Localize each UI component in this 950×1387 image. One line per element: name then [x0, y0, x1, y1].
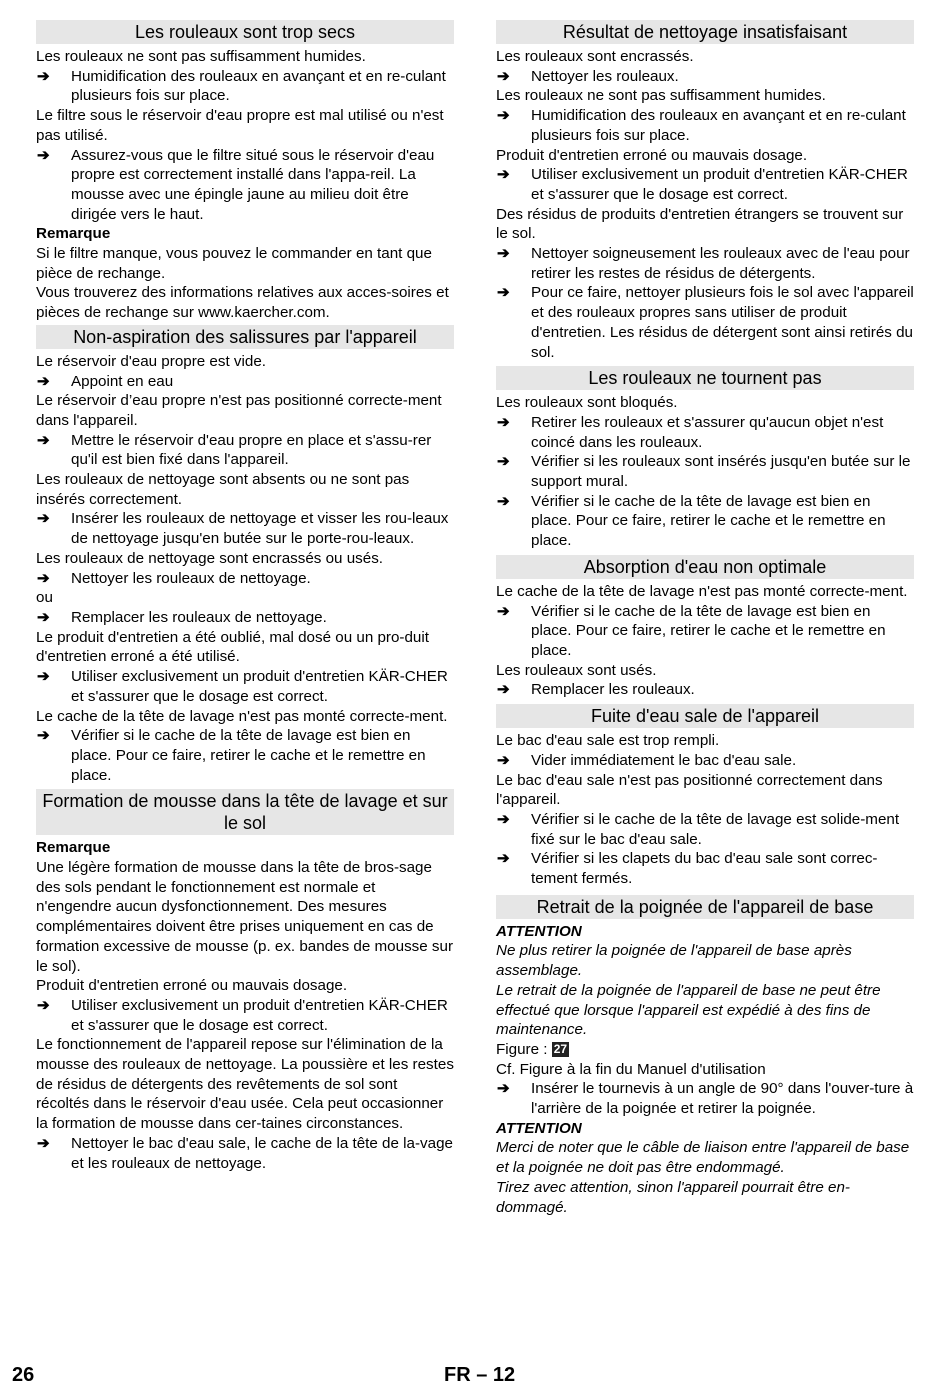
arrow-right-icon: ➔ — [37, 510, 50, 528]
cause-text: Le bac d'eau sale est trop rempli. — [496, 732, 720, 750]
arrow-right-icon: ➔ — [497, 413, 510, 431]
remedy-item: ➔ Vérifier si les clapets du bac d'eau sale sont correc-tement fermés. — [497, 850, 878, 888]
remedy-item: ➔ Utiliser exclusivement un produit d'entretien KÄR-CHER et s'assurer que le dosage est correct. — [37, 668, 448, 705]
section-heading: Les rouleaux ne tournent pas — [496, 366, 914, 390]
section-heading: Formation de mousse dans la tête de lavage et sur le sol — [36, 789, 454, 835]
arrow-right-icon: ➔ — [497, 245, 510, 263]
remedy-item: ➔ Retirer les rouleaux et s'assurer qu'aucun objet n'est coincé dans les rouleaux. — [497, 413, 884, 451]
arrow-right-icon: ➔ — [37, 996, 50, 1014]
section-heading: Les rouleaux sont trop secs — [36, 20, 454, 44]
cause-text: Les rouleaux sont usés. — [496, 661, 657, 679]
arrow-right-icon: ➔ — [497, 492, 510, 510]
note-text: Si le filtre manque, vous pouvez le commander en tant que pièce de rechange. — [36, 245, 432, 282]
remedy-item: ➔ Vérifier si le cache de la tête de lavage est solide-ment fixé sur le bac d'eau sale. — [497, 810, 900, 848]
cause-text: Le cache de la tête de lavage n'est pas monté correcte-ment. — [496, 582, 908, 600]
arrow-right-icon: ➔ — [37, 1134, 50, 1152]
remedy-item: ➔ Assurez-vous que le filtre situé sous le réservoir d'eau propre est correctement installé dans l'appa-reil. La mousse avec une épingle jaune au milieu doit être dirigée vers le haut. — [37, 146, 435, 223]
section-heading: Résultat de nettoyage insatisfaisant — [496, 20, 914, 44]
remedy-item: ➔ Humidification des rouleaux en avançant et en re-culant plusieurs fois sur place. — [37, 67, 446, 105]
arrow-right-icon: ➔ — [37, 668, 50, 686]
cause-text: Les rouleaux de nettoyage sont absents ou ne sont pas insérés correctement. — [36, 471, 410, 508]
warning-text: Ne plus retirer la poignée de l'appareil de base après assemblage. — [496, 942, 852, 980]
cause-text: Les rouleaux sont bloqués. — [496, 394, 678, 412]
arrow-right-icon: ➔ — [497, 810, 510, 828]
section-heading: Retrait de la poignée de l'appareil de base — [496, 895, 914, 919]
remedy-item: ➔ Insérer le tournevis à un angle de 90° dans l'ouver-ture à l'arrière de la poignée et retirer la poignée. — [497, 1080, 914, 1118]
cause-text: Le produit d'entretien a été oublié, mal dosé ou un pro-duit d'entretien erroné a été utilisé. — [36, 628, 429, 666]
remedy-item: ➔ Remplacer les rouleaux. — [497, 681, 695, 699]
cause-text: Les rouleaux sont encrassés. — [496, 48, 694, 65]
cause-text: Des résidus de produits d'entretien étrangers se trouvent sur le sol. — [496, 205, 904, 243]
arrow-right-icon: ➔ — [37, 727, 50, 745]
cause-text: Le réservoir d'eau propre est vide. — [36, 352, 266, 370]
remedy-item: ➔ Pour ce faire, nettoyer plusieurs fois le sol avec l'appareil et des rouleaux propres sans utiliser de produit d'entretien. Les résidus de détergent sont ainsi retirés du sol. — [497, 284, 914, 361]
figure-reference: Figure : 27 — [496, 1040, 568, 1058]
remedy-item: ➔ Nettoyer le bac d'eau sale, le cache de la tête de la-vage et les rouleaux de nettoyage. — [37, 1134, 453, 1172]
remedy-item: ➔ Appoint en eau — [37, 372, 174, 390]
cause-text: Le fonctionnement de l'appareil repose sur l'élimination de la mousse des rouleaux de nettoyage. La poussière et les restes de résidus de détergents des revêtements de sol sont récoltés dans le réservoir d'eau usée. Cela peut occasionner la formation de mousse dans cer-taines circonstances. — [36, 1036, 454, 1133]
remedy-item: ➔ Nettoyer soigneusement les rouleaux avec de l'eau pour retirer les restes de résidus de détergents. — [497, 245, 910, 282]
cause-text: Les rouleaux de nettoyage sont encrassés ou usés. — [36, 549, 384, 567]
arrow-right-icon: ➔ — [497, 751, 510, 769]
warning-text: Le retrait de la poignée de l'appareil de base ne peut être effectué que lorsque l'appareil est expédié à des fins de maintenance. — [496, 981, 881, 1039]
arrow-right-icon: ➔ — [497, 602, 510, 620]
remedy-item: ➔ Mettre le réservoir d'eau propre en place et s'assu-rer qu'il est bien fixé dans l'appareil. — [37, 431, 432, 469]
note-label: Remarque — [36, 839, 111, 857]
or-text: ou — [36, 589, 53, 607]
arrow-right-icon: ➔ — [37, 431, 50, 449]
remedy-item: ➔ Vider immédiatement le bac d'eau sale. — [497, 751, 797, 769]
remedy-item: ➔ Humidification des rouleaux en avançant et en re-culant plusieurs fois sur place. — [497, 107, 906, 144]
arrow-right-icon: ➔ — [497, 850, 510, 868]
remedy-item: ➔ Vérifier si le cache de la tête de lavage est bien en place. Pour ce faire, retirer le cache et le remettre en place. — [497, 492, 886, 550]
remedy-item: ➔ Vérifier si le cache de la tête de lavage est bien en place. Pour ce faire, retirer le cache et le remettre en place. — [37, 727, 426, 784]
note-text: Une légère formation de mousse dans la tête de bros-sage des sols pendant le fonctionnement est normale et n'engendre aucun dysfonctionnement. Des mesures complémentaires doivent être prises uniquement en cas de formation excessive de mousse (p. ex. bandes de mousse sur le sol). — [36, 859, 454, 975]
remedy-item: ➔ Nettoyer les rouleaux. — [497, 67, 679, 85]
arrow-right-icon: ➔ — [37, 569, 50, 587]
cause-text: Les rouleaux ne sont pas suffisamment humides. — [496, 87, 826, 105]
cause-text: Produit d'entretien erroné ou mauvais dosage. — [36, 977, 348, 995]
cause-text: Le bac d'eau sale n'est pas positionné correctement dans l'appareil. — [496, 771, 883, 809]
remedy-item: ➔ Insérer les rouleaux de nettoyage et visser les rou-leaux de nettoyage jusqu'en butée sur le porte-rou-leaux. — [37, 510, 449, 548]
remedy-item: ➔ Utiliser exclusivement un produit d'entretien KÄR-CHER et s'assurer que le dosage est correct. — [497, 166, 908, 203]
section-heading: Absorption d'eau non optimale — [496, 555, 914, 579]
cause-text: Le cache de la tête de lavage n'est pas monté correcte-ment. — [36, 707, 448, 725]
attention-label: ATTENTION — [496, 922, 582, 940]
arrow-right-icon: ➔ — [497, 453, 510, 471]
remedy-item: ➔ Remplacer les rouleaux de nettoyage. — [37, 608, 327, 626]
arrow-right-icon: ➔ — [497, 681, 510, 699]
remedy-item: ➔ Vérifier si les rouleaux sont insérés jusqu'en butée sur le support mural. — [497, 453, 911, 491]
page-number: 26 — [12, 1364, 35, 1386]
warning-text: Tirez avec attention, sinon l'appareil pourrait être en-dommagé. — [496, 1178, 850, 1216]
arrow-right-icon: ➔ — [37, 146, 50, 164]
arrow-right-icon: ➔ — [37, 608, 50, 626]
arrow-right-icon: ➔ — [37, 67, 50, 85]
arrow-right-icon: ➔ — [37, 372, 50, 390]
language-page-number: FR – 12 — [444, 1364, 516, 1386]
cause-text: Le réservoir d’eau propre n'est pas positionné correcte-ment dans l'appareil. — [36, 392, 442, 429]
section-heading: Non-aspiration des salissures par l'appareil — [36, 325, 454, 349]
note-text: Vous trouverez des informations relatives aux acces-soires et pièces de rechange sur www.kaercher.com. — [36, 284, 449, 322]
section-heading: Fuite d'eau sale de l'appareil — [496, 704, 914, 728]
arrow-right-icon: ➔ — [497, 284, 510, 302]
attention-label: ATTENTION — [496, 1119, 582, 1137]
note-label: Remarque — [36, 225, 111, 243]
figure-number-badge: 27 — [553, 1041, 568, 1056]
arrow-right-icon: ➔ — [497, 166, 510, 184]
warning-text: Merci de noter que le câble de liaison entre l'appareil de base et la poignée ne doit pas être endommagé. — [496, 1139, 910, 1177]
cause-text: Les rouleaux ne sont pas suffisamment humides. — [36, 48, 366, 65]
arrow-right-icon: ➔ — [497, 107, 510, 125]
left-column — [36, 20, 454, 1173]
remedy-item: ➔ Vérifier si le cache de la tête de lavage est bien en place. Pour ce faire, retirer le cache et le remettre en place. — [497, 602, 886, 659]
remedy-item: ➔ Utiliser exclusivement un produit d'entretien KÄR-CHER et s'assurer que le dosage est correct. — [37, 996, 448, 1034]
remedy-item: ➔ Nettoyer les rouleaux de nettoyage. — [37, 569, 311, 587]
cause-text: Cf. Figure à la fin du Manuel d'utilisation — [496, 1060, 766, 1078]
arrow-right-icon: ➔ — [497, 1080, 510, 1098]
arrow-right-icon: ➔ — [497, 67, 510, 85]
cause-text: Produit d'entretien erroné ou mauvais dosage. — [496, 146, 808, 164]
cause-text: Le filtre sous le réservoir d'eau propre est mal utilisé ou n'est pas utilisé. — [36, 107, 444, 144]
right-column — [496, 20, 914, 1217]
